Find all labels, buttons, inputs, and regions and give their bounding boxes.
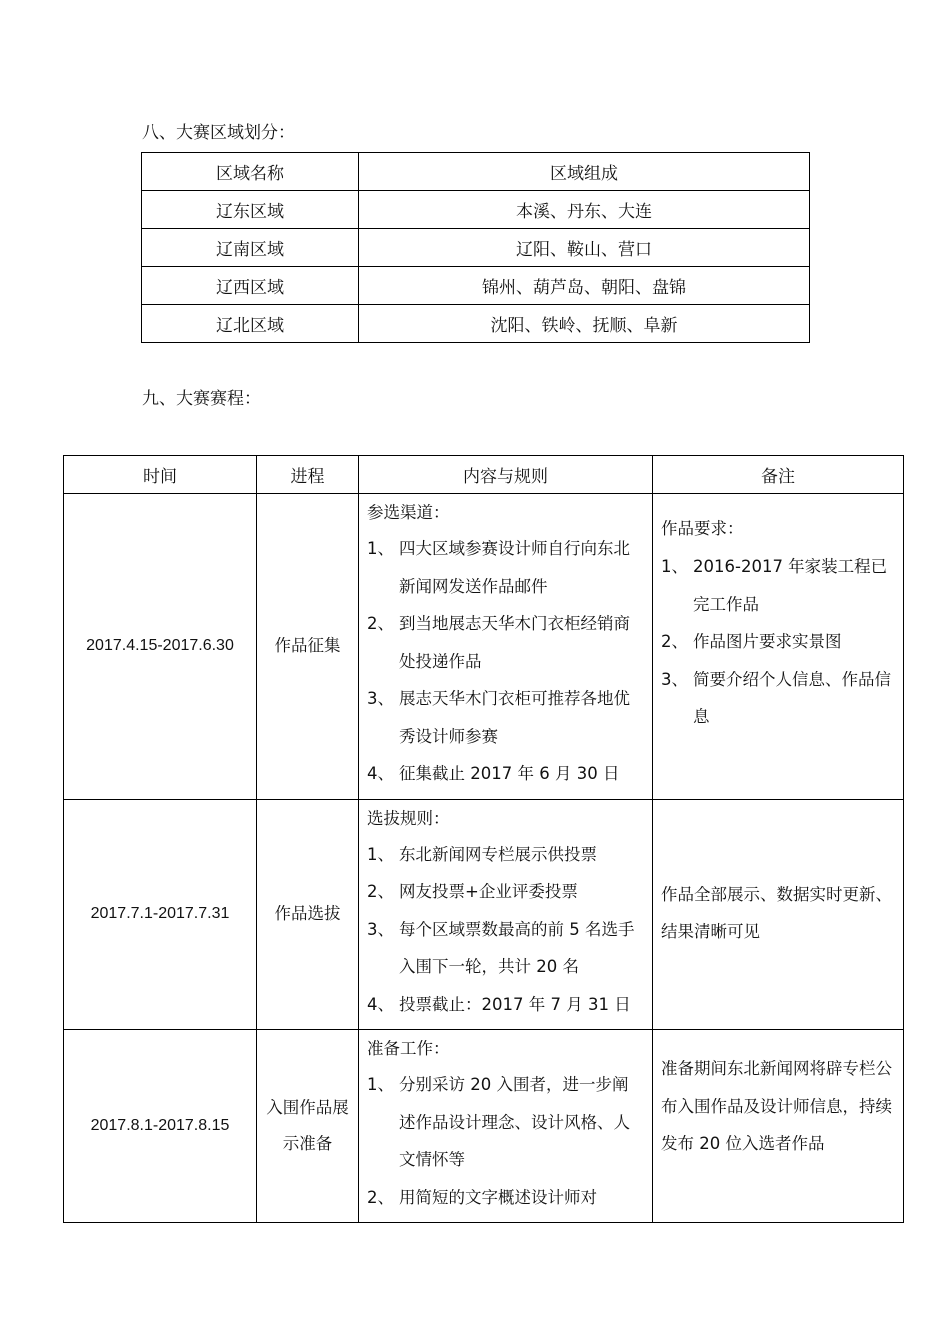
list-text: 作品图片要求实景图	[693, 632, 842, 651]
list-text: 展志天华木门衣柜可推荐各地优秀设计师参赛	[399, 689, 630, 746]
note-text: 作品全部展示、数据实时更新、结果清晰可见	[661, 884, 892, 942]
content-intro: 准备工作：	[367, 1039, 450, 1058]
column-header-stage: 进程	[257, 456, 359, 494]
schedule-time: 2017.7.1-2017.7.31	[64, 799, 257, 1030]
list-number: 1、	[367, 539, 394, 558]
list-number: 2、	[367, 882, 394, 901]
note-intro: 作品要求：	[661, 519, 744, 538]
list-item	[661, 623, 895, 661]
content-intro: 选拔规则：	[367, 808, 450, 828]
schedule-stage: 作品选拔	[257, 799, 359, 1030]
region-name: 辽北区域	[142, 305, 359, 343]
list-text: 四大区域参赛设计师自行向东北新闻网发送作品邮件	[399, 539, 630, 596]
list-item	[367, 755, 644, 793]
table-row	[142, 229, 810, 267]
table-header-row	[64, 456, 904, 494]
region-cities: 本溪、丹东、大连	[359, 191, 810, 229]
column-header-time: 时间	[64, 456, 257, 494]
list-text: 征集截止 2017 年 6 月 30 日	[399, 764, 620, 783]
list-text: 分别采访 20 入围者，进一步阐述作品设计理念、设计风格、人文情怀等	[399, 1075, 630, 1169]
column-header-region-composition: 区域组成	[359, 153, 810, 191]
schedule-content	[359, 494, 653, 800]
schedule-note	[653, 494, 904, 800]
list-text: 到当地展志天华木门衣柜经销商处投递作品	[399, 614, 630, 671]
list-number: 1、	[661, 557, 688, 576]
list-item	[367, 530, 644, 605]
schedule-stage: 入围作品展示准备	[257, 1030, 359, 1223]
column-header-notes: 备注	[653, 456, 904, 494]
list-text: 简要介绍个人信息、作品信息	[693, 669, 891, 726]
column-header-region-name: 区域名称	[142, 153, 359, 191]
region-table	[141, 152, 810, 343]
schedule-content	[359, 799, 653, 1030]
list-item	[661, 548, 895, 623]
list-item	[661, 661, 895, 736]
section-8-heading: 八、大赛区域划分：	[142, 123, 295, 143]
list-item	[367, 1179, 644, 1217]
list-number: 4、	[367, 764, 394, 783]
list-number: 3、	[367, 919, 394, 939]
list-item	[367, 836, 644, 874]
region-name: 辽东区域	[142, 191, 359, 229]
table-row	[64, 1030, 904, 1223]
section-9-heading: 九、大赛赛程：	[142, 389, 261, 409]
list-item	[367, 873, 644, 911]
list-item	[367, 986, 644, 1024]
schedule-table	[63, 455, 904, 1223]
region-cities: 辽阳、鞍山、营口	[359, 229, 810, 267]
list-text: 网友投票+企业评委投票	[399, 882, 578, 901]
table-row	[64, 494, 904, 800]
content-intro: 参选渠道：	[367, 503, 450, 522]
schedule-content	[359, 1030, 653, 1223]
region-cities: 锦州、葫芦岛、朝阳、盘锦	[359, 267, 810, 305]
list-item	[367, 680, 644, 755]
list-text: 投票截止：2017 年 7 月 31 日	[399, 994, 631, 1014]
table-row	[64, 799, 904, 1030]
table-row	[142, 267, 810, 305]
list-text: 2016-2017 年家装工程已完工作品	[693, 557, 888, 614]
column-header-content-rules: 内容与规则	[359, 456, 653, 494]
table-row	[142, 191, 810, 229]
note-text: 准备期间东北新闻网将辟专栏公布入围作品及设计师信息，持续发布 20 位入选者作品	[661, 1059, 892, 1153]
region-name: 辽南区域	[142, 229, 359, 267]
list-number: 2、	[661, 632, 688, 651]
list-item	[367, 911, 644, 986]
list-text: 东北新闻网专栏展示供投票	[399, 844, 597, 864]
list-number: 1、	[367, 844, 394, 864]
table-row	[142, 305, 810, 343]
list-number: 2、	[367, 1187, 394, 1207]
list-number: 4、	[367, 994, 394, 1014]
region-name: 辽西区域	[142, 267, 359, 305]
list-number: 2、	[367, 614, 394, 633]
list-number: 3、	[661, 669, 688, 689]
list-item	[367, 1066, 644, 1179]
list-number: 3、	[367, 689, 394, 708]
list-text: 每个区域票数最高的前 5 名选手入围下一轮，共计 20 名	[399, 919, 635, 976]
schedule-stage: 作品征集	[257, 494, 359, 800]
schedule-time: 2017.4.15-2017.6.30	[64, 494, 257, 800]
schedule-note	[653, 799, 904, 1030]
list-number: 1、	[367, 1075, 394, 1094]
table-header-row	[142, 153, 810, 191]
region-cities: 沈阳、铁岭、抚顺、阜新	[359, 305, 810, 343]
list-text: 用简短的文字概述设计师对	[399, 1187, 597, 1207]
schedule-note	[653, 1030, 904, 1223]
schedule-time: 2017.8.1-2017.8.15	[64, 1030, 257, 1223]
list-item	[367, 605, 644, 680]
